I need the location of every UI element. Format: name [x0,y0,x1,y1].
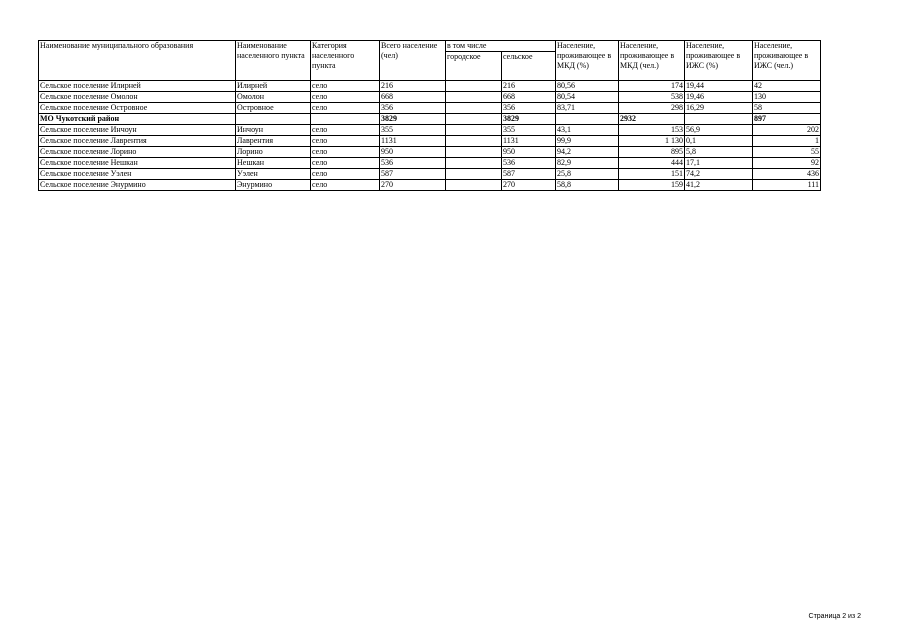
table-cell: 436 [753,169,821,180]
table-cell: Лорино [236,147,311,158]
table-cell: 58 [753,103,821,114]
table-cell: 17,1 [685,158,753,169]
table-cell: Энурмино [236,180,311,191]
table-cell: 25,8 [556,169,619,180]
table-cell: Сельское поселение Энурмино [39,180,236,191]
table-cell: село [311,103,380,114]
table-cell: Инчоун [236,125,311,136]
header-izhs-percent: Население, проживающее в ИЖС (%) [685,41,753,81]
table-cell: 895 [619,147,685,158]
table-cell: село [311,136,380,147]
spreadsheet-page [38,40,821,191]
header-urban: городское [446,52,502,81]
table-cell: 3829 [380,114,446,125]
table-cell: 56,9 [685,125,753,136]
table-cell: 1131 [502,136,556,147]
table-cell [446,147,502,158]
population-table [38,40,821,191]
table-cell: МО Чукотский район [39,114,236,125]
table-cell: Сельское поселение Омолон [39,92,236,103]
table-cell: 355 [502,125,556,136]
table-cell: 668 [380,92,446,103]
table-cell: 43,1 [556,125,619,136]
table-cell: Сельское поселение Лорино [39,147,236,158]
table-cell: 216 [380,81,446,92]
table-cell [556,114,619,125]
table-row [39,169,821,180]
header-settlement: Наименование населенного пункта [236,41,311,81]
table-cell: Сельское поселение Илирней [39,81,236,92]
header-izhs-people: Население, проживающее в ИЖС (чел.) [753,41,821,81]
table-row [39,180,821,191]
table-cell [446,136,502,147]
table-cell: 151 [619,169,685,180]
table-row [39,125,821,136]
table-cell: 897 [753,114,821,125]
header-mkd-people: Население, проживающее в МКД (чел.) [619,41,685,81]
table-row [39,158,821,169]
table-cell: 94,2 [556,147,619,158]
table-cell: 668 [502,92,556,103]
table-cell: 538 [619,92,685,103]
table-cell: село [311,158,380,169]
header-mkd-percent: Население, проживающее в МКД (%) [556,41,619,81]
table-cell: 950 [380,147,446,158]
table-row [39,92,821,103]
table-row [39,81,821,92]
table-cell: 1 130 [619,136,685,147]
table-cell: село [311,180,380,191]
table-cell: 153 [619,125,685,136]
table-cell: 111 [753,180,821,191]
table-cell: 444 [619,158,685,169]
table-body [39,81,821,191]
table-cell: 159 [619,180,685,191]
table-cell: 298 [619,103,685,114]
table-cell: Нешкан [236,158,311,169]
header-municipality: Наименование муниципального образования [39,41,236,81]
header-category: Категория населенного пункта [311,41,380,81]
table-cell: Уэлен [236,169,311,180]
table-cell [446,81,502,92]
table-cell: 74,2 [685,169,753,180]
table-cell: 19,44 [685,81,753,92]
table-row [39,103,821,114]
header-rural: сельское [502,52,556,81]
table-cell: 5,8 [685,147,753,158]
table-cell: село [311,169,380,180]
table-cell: 587 [380,169,446,180]
table-cell: 92 [753,158,821,169]
table-row [39,147,821,158]
table-cell: 3829 [502,114,556,125]
table-cell [446,125,502,136]
page-number: Страница 2 из 2 [808,613,861,620]
table-cell: Сельское поселение Нешкан [39,158,236,169]
header-total-population: Всего население (чел) [380,41,446,81]
table-cell [446,114,502,125]
table-cell: Омолон [236,92,311,103]
table-cell: село [311,125,380,136]
table-cell: 99,9 [556,136,619,147]
table-cell: 130 [753,92,821,103]
table-cell: Сельское поселение Инчоун [39,125,236,136]
table-cell [311,114,380,125]
table-cell: 587 [502,169,556,180]
table-cell: 536 [502,158,556,169]
table-cell: 950 [502,147,556,158]
table-cell [685,114,753,125]
table-cell: Островное [236,103,311,114]
table-cell: Сельское поселение Лаврентия [39,136,236,147]
table-cell: село [311,92,380,103]
table-cell [446,169,502,180]
table-cell [446,158,502,169]
table-cell: село [311,81,380,92]
table-cell [236,114,311,125]
header-including: в том числе [446,41,556,52]
table-cell: село [311,147,380,158]
table-cell: 42 [753,81,821,92]
table-cell: 0,1 [685,136,753,147]
table-cell: 80,56 [556,81,619,92]
table-cell: 2932 [619,114,685,125]
table-cell: Сельское поселение Островное [39,103,236,114]
table-cell: Сельское поселение Уэлен [39,169,236,180]
table-cell: 83,71 [556,103,619,114]
table-cell: 216 [502,81,556,92]
table-cell: 356 [502,103,556,114]
table-cell: 41,2 [685,180,753,191]
table-cell: 270 [502,180,556,191]
table-cell: 80,54 [556,92,619,103]
table-cell: 58,8 [556,180,619,191]
table-cell: Лаврентия [236,136,311,147]
table-cell: 19,46 [685,92,753,103]
table-cell [446,103,502,114]
table-cell: 16,29 [685,103,753,114]
table-cell: 82,9 [556,158,619,169]
table-cell: 55 [753,147,821,158]
table-cell: 1 [753,136,821,147]
table-row [39,136,821,147]
table-cell: Илирней [236,81,311,92]
table-cell [446,180,502,191]
table-cell: 536 [380,158,446,169]
table-cell: 174 [619,81,685,92]
table-cell [446,92,502,103]
table-cell: 1131 [380,136,446,147]
table-cell: 355 [380,125,446,136]
table-row-district-total [39,114,821,125]
table-cell: 202 [753,125,821,136]
table-cell: 356 [380,103,446,114]
table-cell: 270 [380,180,446,191]
